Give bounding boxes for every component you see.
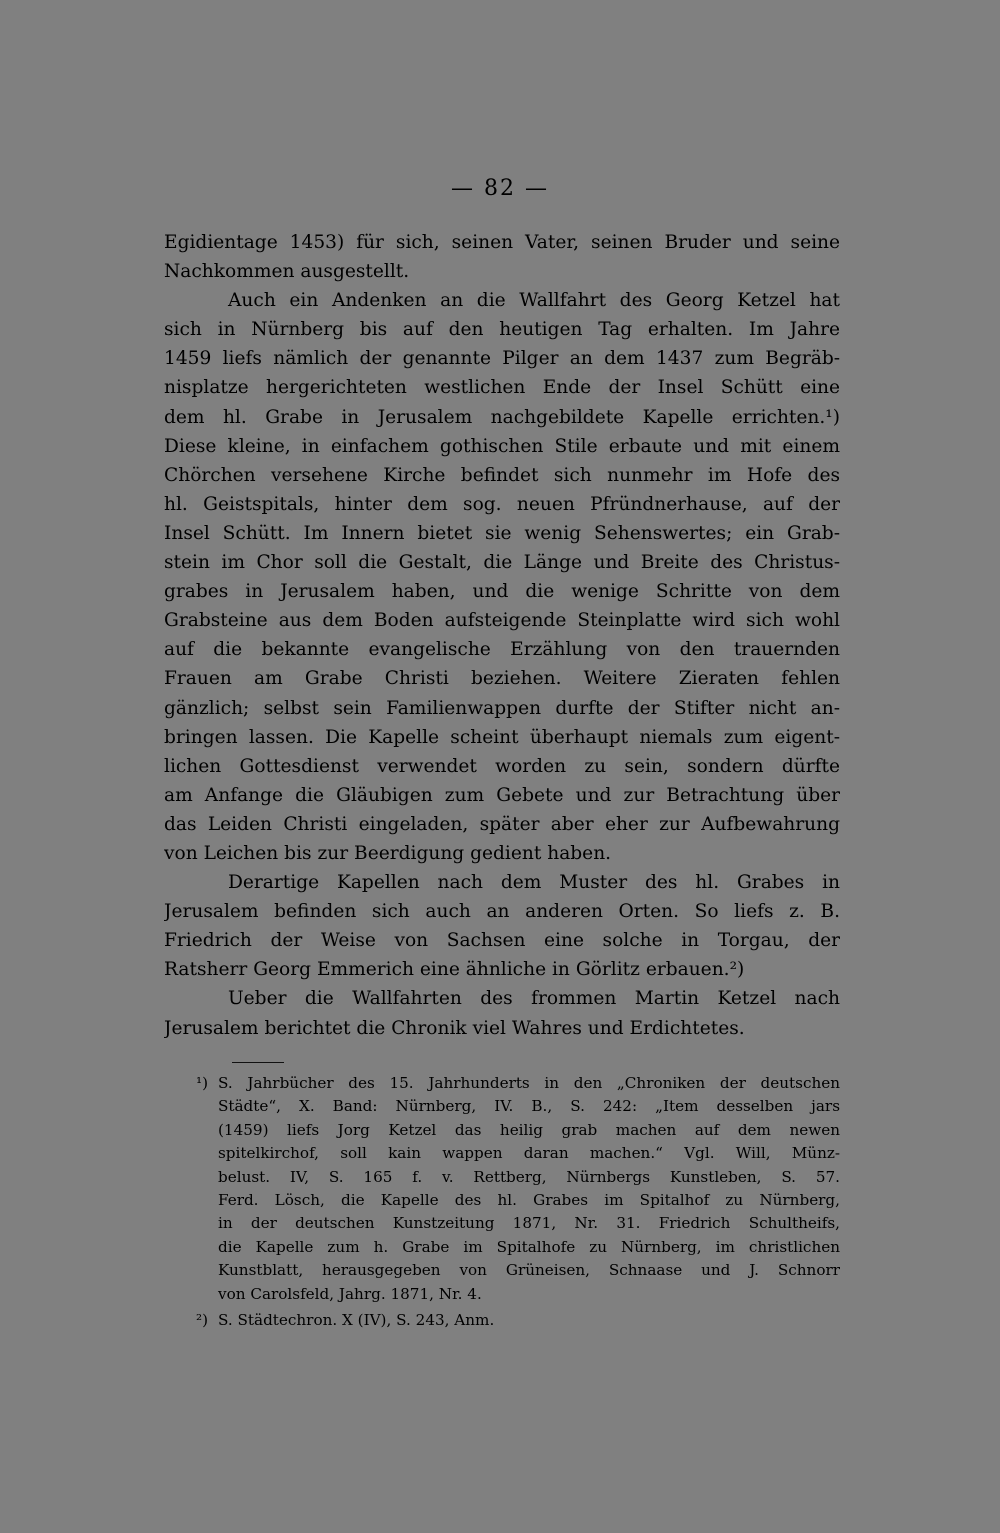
body-line: sich in Nürnberg bis auf den heutigen Tag erhalten. Im Jahre — [164, 319, 840, 341]
footnote-text: S. Jahrbücher des 15. Jahrhunderts in den „Chroniken der deutschen — [218, 1074, 840, 1092]
footnote-text: von Carolsfeld, Jahrg. 1871, Nr. 4. — [218, 1284, 482, 1303]
body-line: Auch ein Andenken an die Wallfahrt des Georg Ketzel hat — [228, 290, 840, 312]
footnote-marker: ²) — [196, 1310, 209, 1329]
body-line: 1459 liefs nämlich der genannte Pilger an dem 1437 zum Begräb- — [164, 348, 840, 370]
body-line: Derartige Kapellen nach dem Muster des hl. Grabes in — [228, 872, 840, 894]
footnote-text: belust. IV, S. 165 f. v. Rettberg, Nürnbergs Kunstleben, S. 57. — [218, 1167, 840, 1186]
footnote-marker: ¹) — [196, 1074, 209, 1092]
footnote-line — [196, 1309, 840, 1332]
body-line: Chörchen versehene Kirche befindet sich nunmehr im Hofe des — [164, 464, 840, 486]
footnote-text: Städte“, X. Band: Nürnberg, IV. B., S. 242: „Item desselben jars — [218, 1097, 840, 1116]
body-line: hl. Geistspitals, hinter dem sog. neuen Pfründnerhause, auf der — [164, 493, 840, 515]
footnote-text: Kunstblatt, herausgegeben von Grüneisen, Schnaase und J. Schnorr — [218, 1261, 840, 1280]
body-line: das Leiden Christi eingeladen, später aber eher zur Aufbewahrung — [164, 813, 840, 835]
footnote-text: die Kapelle zum h. Grabe im Spitalhofe zu Nürnberg, im christlichen — [218, 1237, 840, 1256]
body-line: Frauen am Grabe Christi beziehen. Weitere Zieraten fehlen — [164, 668, 840, 690]
body-line: Grabsteine aus dem Boden aufsteigende Steinplatte wird sich wohl — [164, 610, 840, 632]
footnote-line — [196, 1095, 840, 1118]
body-line: grabes in Jerusalem haben, und die wenige Schritte von dem — [164, 581, 840, 603]
footnote-line — [196, 1283, 840, 1306]
body-line: nisplatze hergerichteten westlichen Ende der Insel Schütt eine — [164, 377, 840, 399]
body-line: lichen Gottesdienst verwendet worden zu sein, sondern dürfte — [164, 755, 840, 777]
footnote-line — [196, 1212, 840, 1235]
body-line: Diese kleine, in einfachem gothischen Stile erbaute und mit einem — [164, 435, 840, 457]
footnote-text: spitelkirchof, soll kain wappen daran machen.“ Vgl. Will, Münz- — [218, 1144, 840, 1163]
body-line: Ratsherr Georg Emmerich eine ähnliche in Görlitz erbauen.²) — [164, 959, 745, 981]
body-line: gänzlich; selbst sein Familienwappen durfte der Stifter nicht an- — [164, 697, 840, 719]
footnote-line — [196, 1119, 840, 1142]
body-line: bringen lassen. Die Kapelle scheint überhaupt niemals zum eigent- — [164, 726, 840, 748]
footnote-line — [196, 1236, 840, 1259]
footnote-text: S. Städtechron. X (IV), S. 243, Anm. — [218, 1310, 495, 1329]
body-line: auf die bekannte evangelische Erzählung von den trauernden — [164, 639, 840, 661]
body-line: dem hl. Grabe in Jerusalem nachgebildete Kapelle errichten.¹) — [164, 406, 840, 428]
footnote-line — [196, 1189, 840, 1212]
body-line: Jerusalem befinden sich auch an anderen Orten. So liefs z. B. — [164, 901, 840, 923]
body-line: Ueber die Wallfahrten des frommen Martin Ketzel nach — [228, 988, 840, 1010]
body-text — [164, 228, 840, 1043]
footnote-text: in der deutschen Kunstzeitung 1871, Nr. 31. Friedrich Schultheifs, — [218, 1214, 840, 1233]
footnote-line — [196, 1166, 840, 1189]
body-line: am Anfange die Gläubigen zum Gebete und zur Betrachtung über — [164, 784, 840, 806]
footnotes — [196, 1072, 840, 1332]
body-line: Jerusalem berichtet die Chronik viel Wahres und Erdichtetes. — [164, 1017, 745, 1039]
body-line: stein im Chor soll die Gestalt, die Länge und Breite des Christus- — [164, 552, 840, 574]
body-line: Insel Schütt. Im Innern bietet sie wenig Sehenswertes; ein Grab- — [164, 522, 840, 544]
body-line: Friedrich der Weise von Sachsen eine solche in Torgau, der — [164, 930, 840, 952]
footnote-line — [196, 1142, 840, 1165]
body-line: von Leichen bis zur Beerdigung gedient haben. — [164, 842, 612, 864]
footnote-text: (1459) liefs Jorg Ketzel das heilig grab machen auf dem newen — [218, 1120, 840, 1139]
footnote-line — [196, 1072, 840, 1095]
page-number: — 82 — — [451, 176, 549, 201]
footnote-separator — [232, 1062, 284, 1063]
body-line: Egidientage 1453) für sich, seinen Vater, seinen Bruder und seine — [164, 232, 840, 253]
body-line: Nachkommen ausgestellt. — [164, 261, 410, 283]
footnote-line — [196, 1259, 840, 1282]
footnote-text: Ferd. Lösch, die Kapelle des hl. Grabes im Spitalhof zu Nürnberg, — [218, 1190, 840, 1209]
